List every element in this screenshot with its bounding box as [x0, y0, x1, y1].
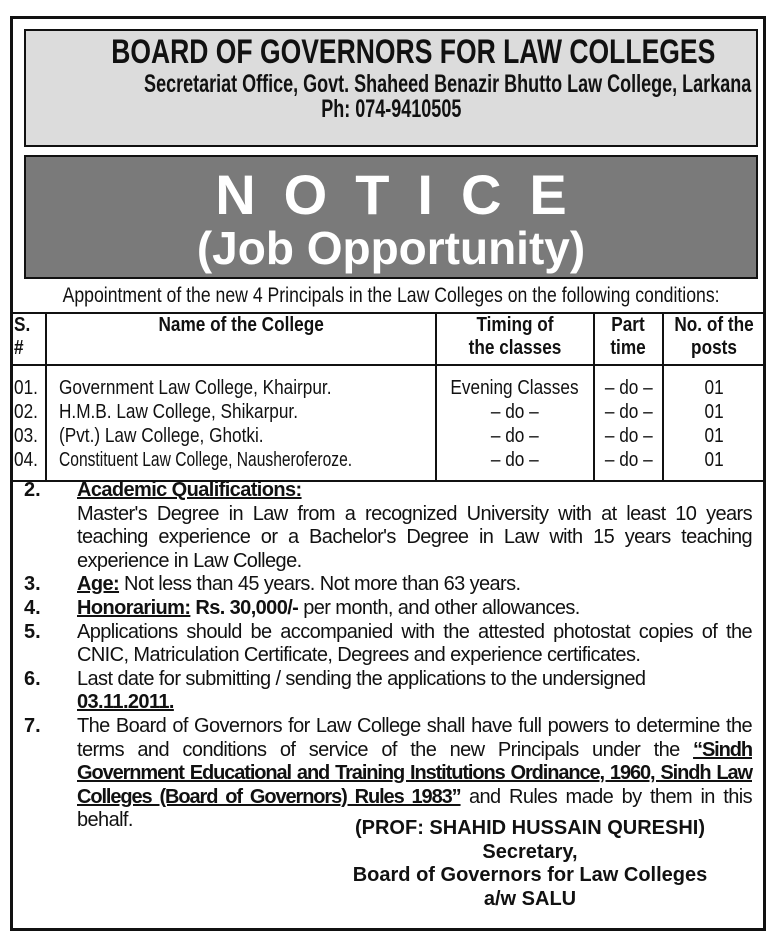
header-phone: Ph: 074-9410505	[320, 95, 462, 123]
signature-block	[330, 817, 730, 911]
col-timing	[436, 313, 594, 365]
row-posts: 01	[704, 401, 724, 423]
condition-tail: and Rules made by them in this behalf.	[77, 785, 752, 832]
col-part-time	[594, 313, 663, 365]
row-sn: 04.	[14, 449, 38, 471]
header-subtitle: Secretariat Office, Govt. Shaheed Benazir Bhutto Law College, Larkana	[144, 70, 752, 98]
conditions-list	[24, 479, 752, 833]
notice-banner	[24, 155, 758, 279]
notice-subtitle: (Job Opportunity)	[196, 222, 586, 274]
header-title: BOARD OF GOVERNORS FOR LAW COLLEGES	[111, 33, 716, 71]
condition-text: Last date for submitting / sending the applications to the undersigned	[77, 667, 646, 690]
table-row	[11, 400, 765, 424]
row-sn: 03.	[14, 425, 38, 447]
notice-title: NOTICE	[215, 163, 595, 226]
condition-text: Applications should be accompanied with the attested photostat copies of the CNIC, Matriculation Certificate, Degrees and experience certificates.	[77, 620, 752, 667]
condition-item	[24, 715, 752, 833]
condition-number: 6.	[24, 667, 41, 690]
row-sn: 02.	[14, 401, 38, 423]
col-sn	[11, 313, 46, 365]
last-date: 03.11.2011.	[77, 691, 174, 714]
condition-item	[24, 668, 752, 715]
row-sn: 01.	[14, 377, 38, 399]
row-name: H.M.B. Law College, Shikarpur.	[58, 401, 298, 423]
row-timing: Evening Classes	[450, 377, 579, 399]
header-label: S. #	[14, 314, 31, 359]
row-part: – do –	[604, 425, 653, 447]
row-timing: – do –	[490, 425, 539, 447]
header-label: Name of the College	[157, 314, 324, 336]
table-row	[11, 365, 765, 400]
condition-text: Master's Degree in Law from a recognized University with at least 10 years teaching experience or a Bachelor's Degree in Law with 15 years teaching experience in Law College.	[77, 502, 752, 572]
intro-text	[0, 284, 779, 308]
header-box	[24, 29, 758, 147]
row-part: – do –	[604, 377, 653, 399]
honorarium-amount: Rs. 30,000/-	[195, 596, 299, 619]
header-label: No. of the posts	[674, 314, 754, 359]
condition-number: 5.	[24, 620, 41, 643]
row-posts: 01	[704, 449, 724, 471]
col-name	[46, 313, 436, 365]
row-posts: 01	[704, 425, 724, 447]
header-label: Part time	[610, 314, 647, 359]
table-row	[11, 424, 765, 448]
condition-text: Not less than 45 years. Not more than 63 years.	[124, 573, 521, 596]
condition-number: 7.	[24, 714, 41, 737]
signatory-org: Board of Governors for Law Colleges	[352, 864, 708, 886]
row-name: Government Law College, Khairpur.	[58, 377, 332, 399]
header-label: Timing of the classes	[468, 314, 562, 359]
college-table	[10, 312, 766, 482]
condition-text: per month, and other allowances.	[303, 596, 580, 619]
row-name: (Pvt.) Law College, Ghotki.	[58, 425, 264, 447]
table-row	[11, 448, 765, 481]
row-timing: – do –	[490, 449, 539, 471]
condition-number: 3.	[24, 573, 41, 596]
condition-item	[24, 573, 752, 597]
signatory-name: (PROF: SHAHID HUSSAIN QURESHI)	[354, 817, 705, 839]
intro-line: Appointment of the new 4 Principals in the Law Colleges on the following conditions:	[62, 284, 720, 307]
signatory-ref: a/w SALU	[483, 887, 577, 910]
condition-item	[24, 597, 752, 621]
condition-number: 4.	[24, 596, 41, 619]
condition-text: The Board of Governors for Law College shall have full powers to determine the terms and conditions of service of the new Principals under the	[77, 714, 752, 761]
condition-heading: Academic Qualifications:	[77, 479, 302, 501]
row-timing: – do –	[490, 401, 539, 423]
condition-number: 2.	[24, 479, 41, 501]
signatory-title: Secretary,	[482, 840, 578, 863]
row-part: – do –	[604, 401, 653, 423]
condition-heading: Honorarium:	[77, 596, 191, 619]
col-posts	[663, 313, 765, 365]
condition-item	[24, 479, 752, 573]
row-posts: 01	[704, 377, 724, 399]
condition-heading: Age:	[77, 573, 120, 596]
row-name: Constituent Law College, Nausheroferoze.	[58, 449, 352, 471]
condition-item	[24, 621, 752, 668]
row-part: – do –	[604, 449, 653, 471]
ordinance-reference: “Sindh Government Educational and Training Institutions Ordinance, 1960, Sindh Law Colleges (Board of Governors) Rules 1983”	[77, 738, 752, 808]
table-header-row	[11, 313, 765, 365]
